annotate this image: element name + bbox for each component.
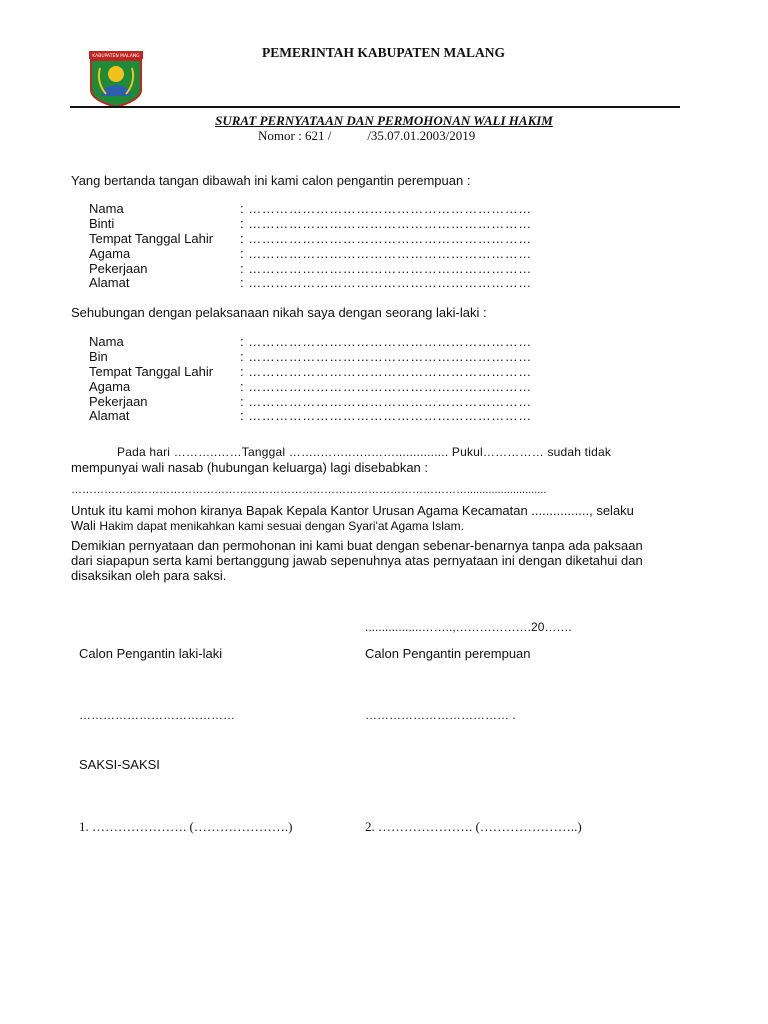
request-hakim: Hakim dapat menikahkan kami sesuai dengan Syari'at Agama Islam. [99, 519, 464, 533]
request-line-1: Untuk itu kami mohon kiranya Bapak Kepala Kantor Urusan Agama Kecamatan ................, selaku [71, 503, 634, 518]
bride-intro: Yang bertanda tangan dibawah ini kami calon pengantin perempuan : [71, 173, 471, 188]
request-line-2 [71, 518, 464, 533]
closing-line-1: Demikian pernyataan dan permohonan ini kami buat dengan sebenar-benarnya tanpa ada paksaan [71, 538, 643, 553]
groom-address-label: Alamat [89, 408, 130, 423]
groom-address-value: : ……………………………………………………… [240, 408, 532, 423]
government-name: PEMERINTAH KABUPATEN MALANG [262, 45, 505, 60]
groom-bin-value: : ……………………………………………………… [240, 349, 532, 364]
closing-line-3: disaksikan oleh para saksi. [71, 568, 227, 583]
header-divider [70, 106, 680, 108]
bride-job-value: : ……………………………………………………… [240, 261, 532, 276]
groom-religion-label: Agama [89, 379, 131, 394]
groom-job-label: Pekerjaan [89, 394, 148, 409]
bride-address-value: : ……………………………………………………… [240, 275, 532, 290]
bride-birth-label: Tempat Tanggal Lahir [89, 231, 214, 246]
witness-2: 2. …………………. (…………………..) [365, 819, 582, 834]
bride-religion-label: Agama [89, 246, 131, 261]
day-date-line: Pada hari ………..……Tanggal ……..……..…..……............... Pukul…………… sudah tidak [117, 445, 612, 459]
place-date: .................……..,……………….20……. [365, 620, 572, 634]
bride-job-label: Pekerjaan [89, 261, 148, 276]
bride-signature-label: Calon Pengantin perempuan [365, 646, 531, 661]
closing-line-2: dari siapapun serta kami bertanggung jawab sepenuhnya atas pernyataan ini dengan diketahui dan [71, 553, 643, 568]
groom-job-value: : ……………………………………………………… [240, 394, 532, 409]
request-wali: Wali [71, 518, 96, 533]
bride-name-label: Nama [89, 201, 124, 216]
bride-binti-label: Binti [89, 216, 115, 231]
witness-1: 1. …………………. (………………….) [79, 819, 293, 834]
bride-religion-value: : ……………………………………………………… [240, 246, 532, 261]
letter-title: SURAT PERNYATAAN DAN PERMOHONAN WALI HAKIM [215, 113, 553, 128]
groom-name-value: : ……………………………………………………… [240, 334, 532, 349]
groom-religion-value: : ……………………………………………………… [240, 379, 532, 394]
reason-line: mempunyai wali nasab (hubungan keluarga) lagi disebabkan : [71, 460, 429, 475]
groom-signature-line: ………………………………… [79, 708, 235, 722]
logo-sun [108, 66, 124, 82]
groom-bin-label: Bin [89, 349, 108, 364]
bride-binti-value: : ……………………………………………………… [240, 216, 532, 231]
letter-number [258, 128, 475, 144]
groom-name-label: Nama [89, 334, 124, 349]
reason-dots: ……………………………………………………………………………………………….......................... [71, 484, 547, 496]
bride-signature-line: ……………………………… . [365, 708, 516, 722]
bride-name-value: : ……………………………………………………… [240, 201, 532, 216]
letter-number-suffix: /35.07.01.2003/2019 [367, 128, 476, 143]
witness-title: SAKSI-SAKSI [79, 757, 160, 772]
bride-address-label: Alamat [89, 275, 130, 290]
letter-number-prefix: Nomor : 621 / [258, 128, 332, 143]
groom-intro: Sehubungan dengan pelaksanaan nikah saya dengan seorang laki-laki : [71, 305, 487, 320]
groom-birth-label: Tempat Tanggal Lahir [89, 364, 214, 379]
bride-birth-value: : ……………………………………………………… [240, 231, 532, 246]
groom-birth-value: : ……………………………………………………… [240, 364, 532, 379]
groom-signature-label: Calon Pengantin laki-laki [79, 646, 223, 661]
kabupaten-malang-logo [88, 50, 144, 108]
logo-banner-text: KABUPATEN MALANG [92, 54, 140, 59]
